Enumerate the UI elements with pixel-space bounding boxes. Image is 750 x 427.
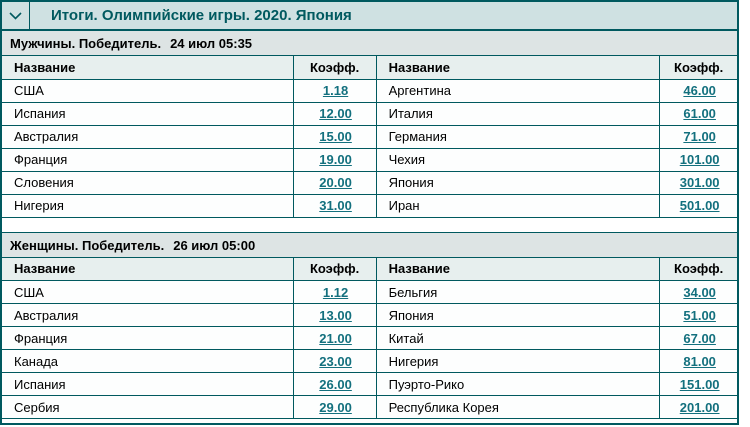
- market-title: Женщины. Победитель.: [10, 237, 165, 253]
- team-name-cell: Республика Корея: [376, 396, 660, 419]
- odds-cell[interactable]: [660, 373, 737, 396]
- odds-cell[interactable]: [293, 281, 376, 304]
- team-name-cell: Нигерия: [2, 194, 293, 217]
- odds-cell[interactable]: [660, 350, 737, 373]
- table-row: [2, 102, 737, 125]
- odds-cell[interactable]: [660, 327, 737, 350]
- odds-value: 51.00: [683, 307, 716, 323]
- market-header: [2, 232, 737, 258]
- team-name-cell: Италия: [376, 102, 660, 125]
- table-row: [2, 281, 737, 304]
- column-header-odds: Коэфф.: [293, 258, 376, 281]
- odds-value: 1.18: [322, 83, 349, 98]
- odds-value: 21.00: [319, 330, 352, 346]
- table-row: [2, 148, 737, 171]
- column-header-odds: Коэфф.: [660, 258, 737, 281]
- table-row: [2, 79, 737, 102]
- table-header-row: [2, 56, 737, 79]
- odds-cell[interactable]: [293, 350, 376, 373]
- odds-cell[interactable]: [293, 125, 376, 148]
- accordion-header: [2, 2, 737, 31]
- odds-cell[interactable]: [293, 171, 376, 194]
- team-name-cell: Испания: [2, 102, 293, 125]
- team-name-cell: Германия: [376, 125, 660, 148]
- team-name-cell: Нигерия: [376, 350, 660, 373]
- column-header-odds: Коэфф.: [660, 56, 737, 79]
- odds-value: 301.00: [679, 175, 720, 190]
- odds-value: 26.00: [319, 376, 352, 392]
- odds-value: 34.00: [683, 284, 716, 300]
- table-row: [2, 125, 737, 148]
- odds-value: 12.00: [319, 106, 352, 121]
- odds-cell[interactable]: [660, 194, 737, 217]
- team-name-cell: Иран: [376, 194, 660, 217]
- odds-value: 19.00: [319, 152, 352, 167]
- odds-value: 23.00: [319, 353, 352, 369]
- odds-cell[interactable]: [293, 102, 376, 125]
- odds-cell[interactable]: [293, 373, 376, 396]
- odds-value: 101.00: [679, 152, 720, 167]
- odds-cell[interactable]: [660, 281, 737, 304]
- odds-value: 61.00: [683, 106, 716, 121]
- team-name-cell: Испания: [2, 373, 293, 396]
- market-datetime: 26 июл 05:00: [173, 237, 256, 253]
- column-header-odds: Коэфф.: [293, 56, 376, 79]
- odds-value: 1.12: [322, 284, 349, 300]
- odds-cell[interactable]: [293, 327, 376, 350]
- team-name-cell: США: [2, 281, 293, 304]
- table-row: [2, 304, 737, 327]
- odds-table: [2, 258, 737, 420]
- odds-cell[interactable]: [660, 171, 737, 194]
- team-name-cell: Китай: [376, 327, 660, 350]
- odds-cell[interactable]: [293, 79, 376, 102]
- odds-value: 67.00: [683, 330, 716, 346]
- market-title: Мужчины. Победитель.: [10, 36, 162, 51]
- table-row: [2, 171, 737, 194]
- odds-value: 201.00: [679, 399, 720, 415]
- team-name-cell: Аргентина: [376, 79, 660, 102]
- odds-cell[interactable]: [293, 194, 376, 217]
- table-row: [2, 350, 737, 373]
- odds-value: 31.00: [319, 198, 352, 213]
- table-row: [2, 194, 737, 217]
- odds-value: 46.00: [683, 83, 716, 98]
- team-name-cell: Канада: [2, 350, 293, 373]
- market-datetime: 24 июл 05:35: [170, 36, 253, 51]
- market-header: [2, 31, 737, 56]
- odds-table: [2, 56, 737, 218]
- odds-cell[interactable]: [660, 102, 737, 125]
- table-row: [2, 396, 737, 419]
- odds-value: 71.00: [683, 129, 716, 144]
- table-header-row: [2, 258, 737, 281]
- column-header-name: Название: [2, 258, 293, 281]
- odds-value: 29.00: [319, 399, 352, 415]
- bottom-spacer: [2, 419, 737, 423]
- team-name-cell: Франция: [2, 327, 293, 350]
- odds-cell[interactable]: [660, 396, 737, 419]
- accordion-collapse-button[interactable]: [2, 2, 30, 29]
- column-header-name: Название: [376, 56, 660, 79]
- odds-cell[interactable]: [293, 396, 376, 419]
- odds-value: 15.00: [319, 129, 352, 144]
- odds-cell[interactable]: [293, 148, 376, 171]
- table-row: [2, 327, 737, 350]
- odds-value: 13.00: [319, 307, 352, 323]
- team-name-cell: Чехия: [376, 148, 660, 171]
- team-name-cell: Сербия: [2, 396, 293, 419]
- odds-cell[interactable]: [660, 304, 737, 327]
- odds-cell[interactable]: [293, 304, 376, 327]
- team-name-cell: Австралия: [2, 304, 293, 327]
- odds-value: 151.00: [679, 376, 720, 392]
- team-name-cell: Япония: [376, 304, 660, 327]
- team-name-cell: Пуэрто-Рико: [376, 373, 660, 396]
- team-name-cell: Австралия: [2, 125, 293, 148]
- odds-cell[interactable]: [660, 148, 737, 171]
- team-name-cell: Словения: [2, 171, 293, 194]
- odds-value: 20.00: [319, 175, 352, 190]
- page-title: Итоги. Олимпийские игры. 2020. Япония: [51, 7, 352, 24]
- odds-value: 501.00: [679, 198, 720, 213]
- column-header-name: Название: [2, 56, 293, 79]
- team-name-cell: Бельгия: [376, 281, 660, 304]
- column-header-name: Название: [376, 258, 660, 281]
- section-spacer: [2, 218, 737, 232]
- chevron-down-icon: [9, 12, 22, 20]
- team-name-cell: Франция: [2, 148, 293, 171]
- table-row: [2, 373, 737, 396]
- team-name-cell: Япония: [376, 171, 660, 194]
- odds-cell[interactable]: [660, 79, 737, 102]
- team-name-cell: США: [2, 79, 293, 102]
- odds-cell[interactable]: [660, 125, 737, 148]
- odds-value: 81.00: [683, 353, 716, 369]
